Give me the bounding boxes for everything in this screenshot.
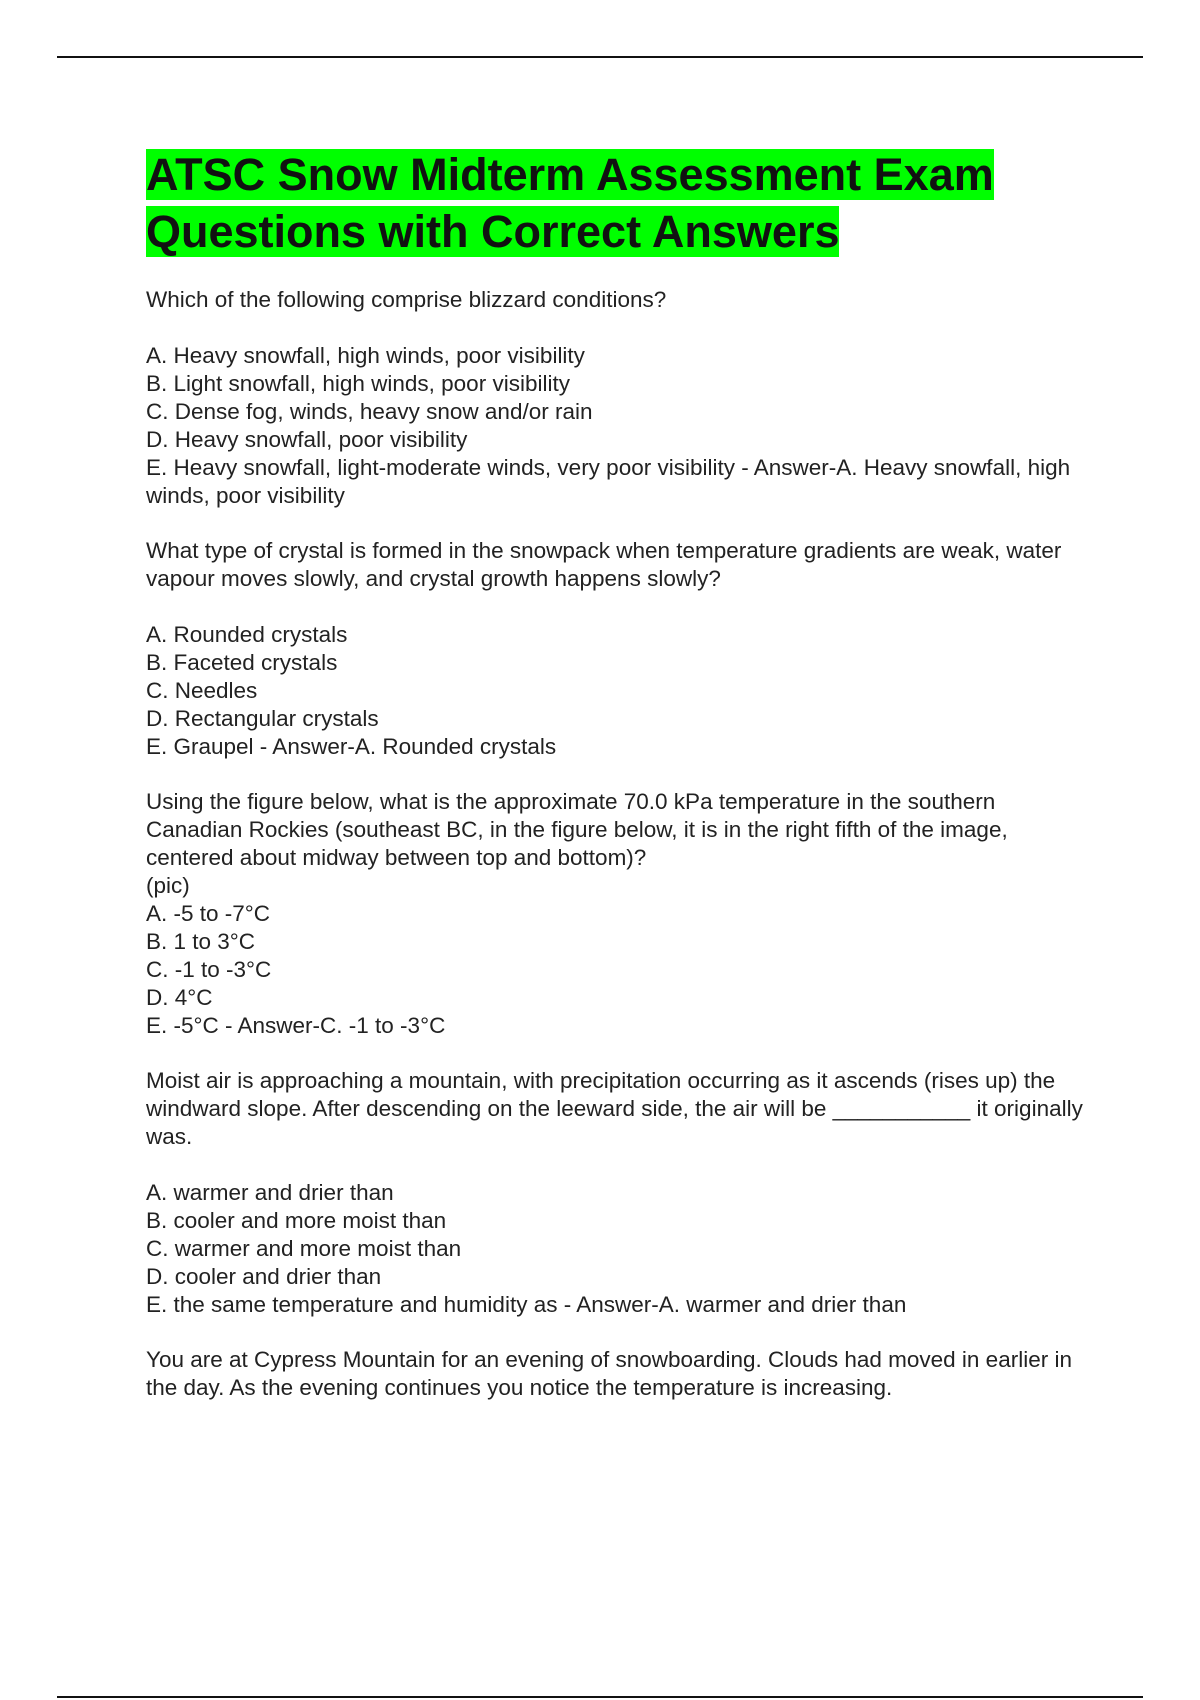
document-body: [146, 146, 1096, 1429]
spacer: [146, 593, 1096, 621]
question-prompt: Using the figure below, what is the approximate 70.0 kPa temperature in the southern Canadian Rockies (southeast BC, in the figure below, it is in the right fifth of the image, centered about midway between top and bottom)?: [146, 789, 1014, 870]
question-5: [146, 1346, 1096, 1402]
question-2: [146, 537, 1096, 761]
answer-option: D. Rectangular crystals: [146, 706, 379, 731]
answer-option: D. 4°C: [146, 985, 213, 1010]
picture-placeholder: (pic): [146, 873, 190, 898]
title-highlight: ATSC Snow Midterm Assessment Exam Questions with Correct Answers: [146, 149, 994, 257]
answer-option: A. warmer and drier than: [146, 1180, 394, 1205]
spacer: [146, 314, 1096, 342]
answer-option: C. -1 to -3°C: [146, 957, 272, 982]
answer-option: A. Heavy snowfall, high winds, poor visibility: [146, 343, 585, 368]
answer-option: A. -5 to -7°C: [146, 901, 271, 926]
answer-option: E. the same temperature and humidity as - Answer-A. warmer and drier than: [146, 1292, 907, 1317]
answer-option: A. Rounded crystals: [146, 622, 348, 647]
question-prompt: What type of crystal is formed in the snowpack when temperature gradients are weak, water vapour moves slowly, and crystal growth happens slowly?: [146, 538, 1068, 591]
question-prompt: Which of the following comprise blizzard conditions?: [146, 287, 667, 312]
question-4: [146, 1067, 1096, 1319]
footer-rule: [57, 1696, 1143, 1698]
answer-option: B. Light snowfall, high winds, poor visibility: [146, 371, 570, 396]
answer-option: B. 1 to 3°C: [146, 929, 256, 954]
answer-option: E. -5°C - Answer-C. -1 to -3°C: [146, 1013, 446, 1038]
answer-option: E. Heavy snowfall, light-moderate winds, very poor visibility - Answer-A. Heavy snowfall, high winds, poor visibility: [146, 455, 1077, 508]
question-1: [146, 286, 1096, 510]
spacer: [146, 1151, 1096, 1179]
answer-option: D. Heavy snowfall, poor visibility: [146, 427, 468, 452]
answer-option: C. warmer and more moist than: [146, 1236, 462, 1261]
answer-option: C. Dense fog, winds, heavy snow and/or rain: [146, 399, 593, 424]
answer-option: B. Faceted crystals: [146, 650, 338, 675]
question-prompt: Moist air is approaching a mountain, with precipitation occurring as it ascends (rises up) the windward slope. After descending on the leeward side, the air will be ___________ it originally was.: [146, 1068, 1090, 1149]
question-3: [146, 788, 1096, 1040]
question-prompt: You are at Cypress Mountain for an evening of snowboarding. Clouds had moved in earlier in the day. As the evening continues you notice the temperature is increasing.: [146, 1347, 1079, 1400]
answer-option: D. cooler and drier than: [146, 1264, 382, 1289]
header-rule: [57, 56, 1143, 58]
answer-option: B. cooler and more moist than: [146, 1208, 447, 1233]
answer-option: C. Needles: [146, 678, 258, 703]
document-title: [146, 146, 1096, 260]
answer-option: E. Graupel - Answer-A. Rounded crystals: [146, 734, 557, 759]
